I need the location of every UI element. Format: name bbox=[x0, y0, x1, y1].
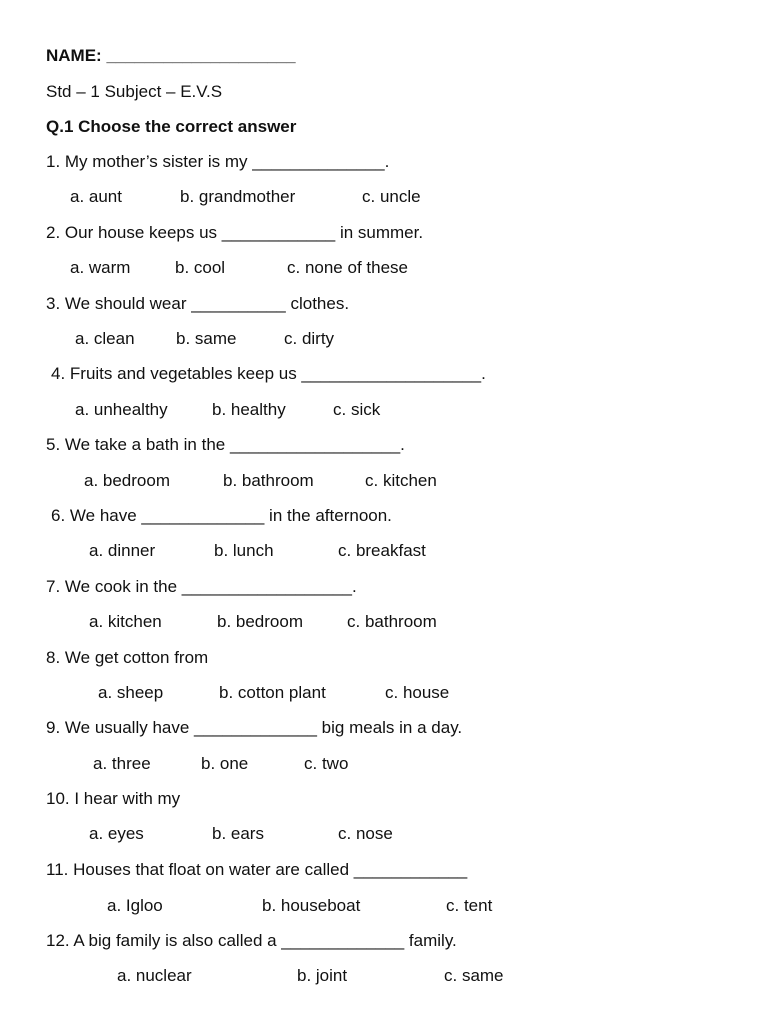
q9-option-c[interactable]: c. two bbox=[304, 754, 349, 773]
q6-option-a[interactable]: a. dinner bbox=[89, 541, 156, 560]
q10-option-c[interactable]: c. nose bbox=[338, 824, 393, 843]
q4-option-c[interactable]: c. sick bbox=[333, 400, 381, 419]
q2-option-a[interactable]: a. warm bbox=[70, 258, 131, 277]
q12-option-b[interactable]: b. joint bbox=[297, 966, 348, 985]
q2-option-c[interactable]: c. none of these bbox=[287, 258, 408, 277]
q1-option-b[interactable]: b. grandmother bbox=[180, 187, 296, 206]
question-9: 9. We usually have _____________ big meals in a day. bbox=[46, 718, 463, 737]
std-subject-line: Std – 1 Subject – E.V.S bbox=[46, 82, 223, 101]
q8-option-c[interactable]: c. house bbox=[385, 683, 450, 702]
q12-option-a[interactable]: a. nuclear bbox=[117, 966, 192, 985]
q6-option-c[interactable]: c. breakfast bbox=[338, 541, 426, 560]
question-4: 4. Fruits and vegetables keep us ___________________. bbox=[51, 364, 486, 383]
q9-option-b[interactable]: b. one bbox=[201, 754, 249, 773]
question-3: 3. We should wear __________ clothes. bbox=[46, 294, 350, 313]
q11-option-c[interactable]: c. tent bbox=[446, 896, 493, 915]
question-1: 1. My mother’s sister is my ______________. bbox=[46, 152, 390, 171]
q1-option-a[interactable]: a. aunt bbox=[70, 187, 122, 206]
question-6: 6. We have _____________ in the afternoon. bbox=[51, 506, 392, 525]
question-10: 10. I hear with my bbox=[46, 789, 181, 808]
q7-option-b[interactable]: b. bedroom bbox=[217, 612, 303, 631]
question-5: 5. We take a bath in the __________________. bbox=[46, 435, 405, 454]
q8-option-a[interactable]: a. sheep bbox=[98, 683, 164, 702]
q4-option-b[interactable]: b. healthy bbox=[212, 400, 286, 419]
q8-option-b[interactable]: b. cotton plant bbox=[219, 683, 326, 702]
q5-option-c[interactable]: c. kitchen bbox=[365, 471, 437, 490]
q11-option-a[interactable]: a. Igloo bbox=[107, 896, 163, 915]
q7-option-c[interactable]: c. bathroom bbox=[347, 612, 437, 631]
q6-option-b[interactable]: b. lunch bbox=[214, 541, 274, 560]
question-11: 11. Houses that float on water are called ____________ bbox=[46, 860, 468, 879]
q2-option-b[interactable]: b. cool bbox=[175, 258, 226, 277]
q10-option-b[interactable]: b. ears bbox=[212, 824, 264, 843]
question-8: 8. We get cotton from bbox=[46, 648, 209, 667]
q1-option-c[interactable]: c. uncle bbox=[362, 187, 421, 206]
q3-option-a[interactable]: a. clean bbox=[75, 329, 135, 348]
question-12: 12. A big family is also called a _____________ family. bbox=[46, 931, 457, 950]
q7-option-a[interactable]: a. kitchen bbox=[89, 612, 162, 631]
q3-option-c[interactable]: c. dirty bbox=[284, 329, 335, 348]
q3-option-b[interactable]: b. same bbox=[176, 329, 237, 348]
q12-option-c[interactable]: c. same bbox=[444, 966, 504, 985]
section-title: Q.1 Choose the correct answer bbox=[46, 117, 297, 136]
q10-option-a[interactable]: a. eyes bbox=[89, 824, 144, 843]
question-2: 2. Our house keeps us ____________ in summer. bbox=[46, 223, 424, 242]
q4-option-a[interactable]: a. unhealthy bbox=[75, 400, 168, 419]
q5-option-a[interactable]: a. bedroom bbox=[84, 471, 170, 490]
question-7: 7. We cook in the __________________. bbox=[46, 577, 357, 596]
name-label: NAME: ____________________ bbox=[46, 46, 296, 65]
q5-option-b[interactable]: b. bathroom bbox=[223, 471, 314, 490]
q9-option-a[interactable]: a. three bbox=[93, 754, 151, 773]
q11-option-b[interactable]: b. houseboat bbox=[262, 896, 361, 915]
